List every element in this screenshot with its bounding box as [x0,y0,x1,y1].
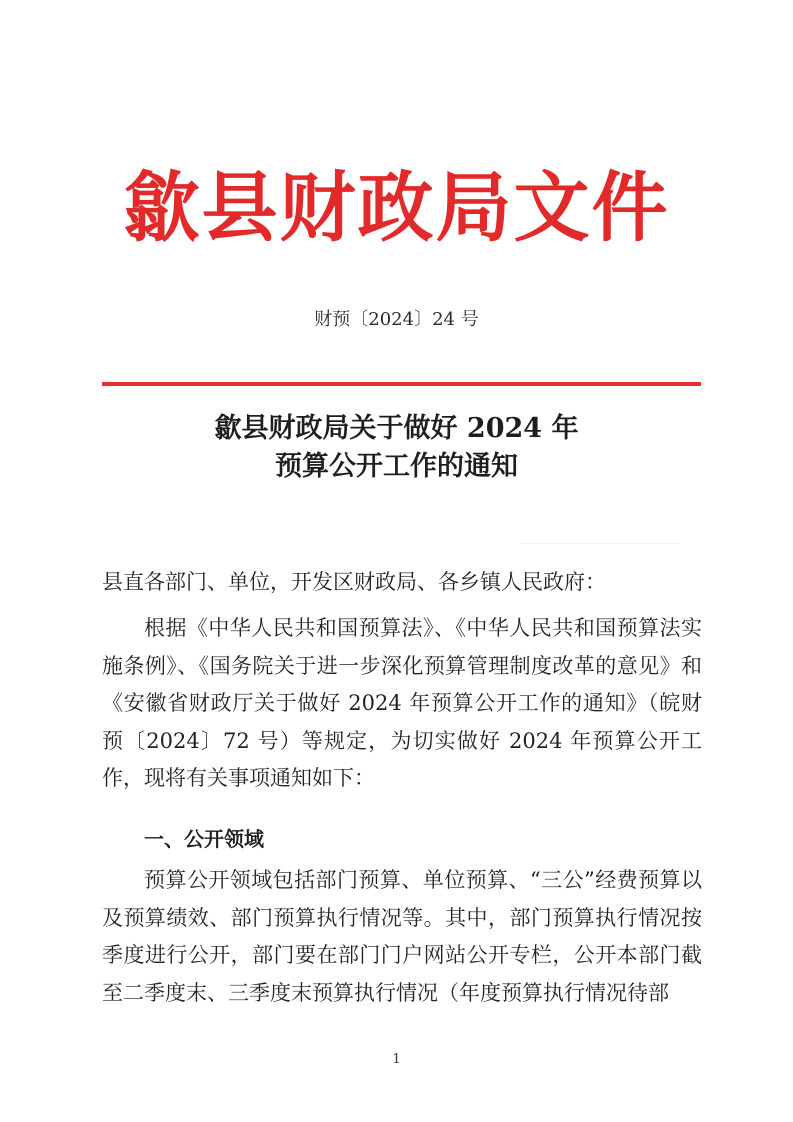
body-paragraph-2: 预算公开领域包括部门预算、单位预算、“三公”经费预算以及预算绩效、部门预算执行情况等。其中，部门预算执行情况按季度进行公开，部门要在部门门户网站公开专栏，公开本部门截至二季度末、三季度末预算执行情况（年度预算执行情况待部 [102,868,702,1005]
notice-title-line-2: 预算公开工作的通知 [275,451,518,482]
page-number: 1 [392,1052,401,1067]
masthead-title: 歙县财政局文件 [123,163,670,252]
section-heading-1: 一、公开领域 [144,827,264,851]
notice-title-line-1: 歙县财政局关于做好 2024 年 [214,413,579,444]
body-paragraph-1: 根据《中华人民共和国预算法》、《中华人民共和国预算法实施条例》、《国务院关于进一步深化预算管理制度改革的意见》和《安徽省财政厅关于做好 2024 年预算公开工作的通知》（皖财预〔2024〕72 号）等规定，为切实做好 2024 年预算公开工作，现将有关事项通知如下： [102,616,702,791]
red-separator-line [102,382,701,386]
document-number: 财预〔2024〕24 号 [314,309,479,330]
scan-artifact-line [520,543,680,544]
notice-title [0,410,793,486]
salutation: 县直各部门、单位，开发区财政局、各乡镇人民政府： [102,570,606,594]
